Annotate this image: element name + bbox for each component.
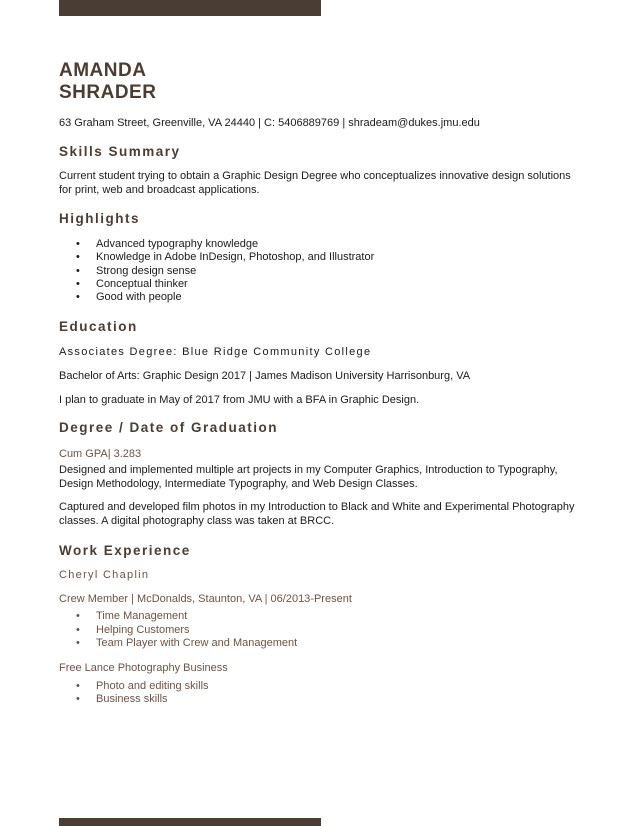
skills-summary-text: Current student trying to obtain a Graphic Design Degree who conceptualizes innovative design solutions for print, web and broadcast applications. <box>59 170 571 196</box>
top-accent-bar <box>59 0 321 16</box>
list-item: • Knowledge in Adobe InDesign, Photoshop, and Illustrator <box>59 251 579 264</box>
job-2-list <box>59 680 579 707</box>
bottom-accent-bar <box>59 818 321 826</box>
list-item: • Business skills <box>59 693 579 706</box>
education-degree-2: Bachelor of Arts: Graphic Design 2017 | James Madison University Harrisonburg, VA <box>59 369 471 382</box>
education-heading: Education <box>59 319 138 335</box>
list-item: • Time Management <box>59 610 579 623</box>
list-item: • Advanced typography knowledge <box>59 238 579 251</box>
list-item: • Conceptual thinker <box>59 278 579 291</box>
list-item: • Team Player with Crew and Management <box>59 637 579 650</box>
list-item: • Good with people <box>59 291 579 304</box>
work-experience-heading: Work Experience <box>59 543 191 559</box>
job-1-list <box>59 610 579 650</box>
list-item: • Helping Customers <box>59 624 579 637</box>
resume-page <box>59 60 579 706</box>
education-degree-1: Associates Degree: Blue Ridge Community College <box>59 346 372 359</box>
job-2-title: Free Lance Photography Business <box>59 662 228 675</box>
highlights-heading: Highlights <box>59 211 140 226</box>
job-1-title: Crew Member | McDonalds, Staunton, VA | 06/2013-Present <box>59 592 352 605</box>
degree-date-heading: Degree / Date of Graduation <box>59 419 279 435</box>
gpa-text: Cum GPA| 3.283 <box>59 447 142 460</box>
last-name: SHRADER <box>59 82 157 103</box>
highlights-list <box>59 238 579 304</box>
contact-line: 63 Graham Street, Greenville, VA 24440 | C: 5406889769 | shradeam@dukes.jmu.edu <box>59 117 480 129</box>
list-item: • Photo and editing skills <box>59 680 579 693</box>
employer-name: Cheryl Chaplin <box>59 569 150 582</box>
education-note: I plan to graduate in May of 2017 from JMU with a BFA in Graphic Design. <box>59 394 420 407</box>
first-name: AMANDA <box>59 60 147 81</box>
list-item: • Strong design sense <box>59 265 579 278</box>
photography-paragraph: Captured and developed film photos in my Introduction to Black and White and Experimental Photography classes. A digital photography class was taken at BRCC. <box>59 501 575 527</box>
projects-paragraph: Designed and implemented multiple art projects in my Computer Graphics, Introduction to Typography, Design Methodology, Intermediate Typography, and Web Design Classes. <box>59 464 558 490</box>
skills-summary-heading: Skills Summary <box>59 144 181 159</box>
